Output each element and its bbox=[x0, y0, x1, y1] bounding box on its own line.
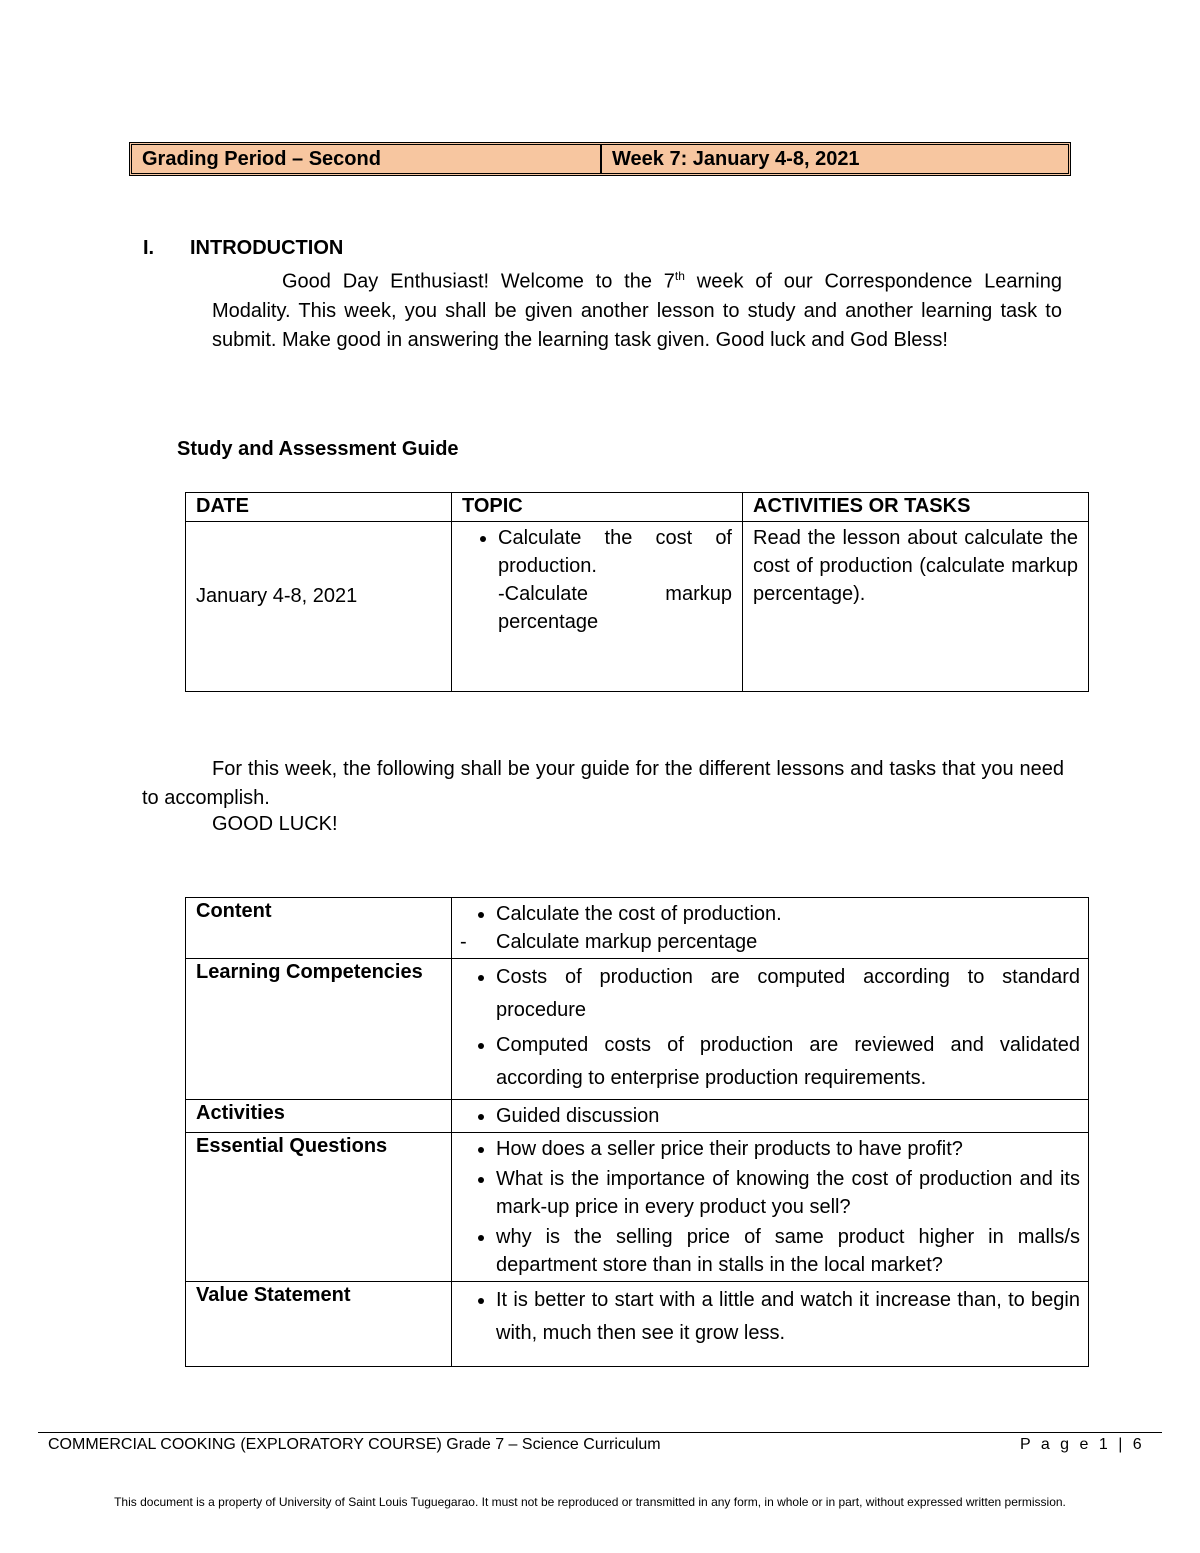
study-guide-title: Study and Assessment Guide bbox=[177, 438, 459, 460]
list-item: • Calculate the cost of production. bbox=[496, 900, 1080, 928]
list-item: • Calculate the cost of production. -Calculate markup percentage bbox=[498, 524, 732, 636]
footer-course: COMMERCIAL COOKING (EXPLORATORY COURSE) Grade 7 – Science Curriculum bbox=[48, 1436, 661, 1453]
value-label: Value Statement bbox=[186, 1282, 452, 1367]
col-date: DATE bbox=[186, 493, 452, 522]
intro-paragraph: Good Day Enthusiast! Welcome to the 7th week of our Correspondence Learning Modality. This week, you shall be given another lesson to study and another learning task to submit. Make good in answering the learning task given. Good luck and God Bless! bbox=[212, 269, 1062, 351]
date-cell: January 4-8, 2021 bbox=[186, 522, 452, 692]
activities-cell bbox=[452, 1100, 1089, 1133]
week-label: Week 7: January 4-8, 2021 bbox=[612, 147, 860, 170]
good-luck: GOOD LUCK! bbox=[212, 813, 338, 835]
table-row bbox=[186, 1282, 1089, 1367]
table-row bbox=[186, 959, 1089, 1100]
list-item: • why is the selling price of same product higher in malls/s department store than in stalls in the local market? bbox=[496, 1223, 1080, 1279]
list-item: • Guided discussion bbox=[496, 1102, 1080, 1130]
list-item: • It is better to start with a little and watch it increase than, to begin with, much then see it grow less. bbox=[496, 1284, 1080, 1350]
competencies-label: Learning Competencies bbox=[186, 959, 452, 1100]
guide-paragraph: For this week, the following shall be your guide for the different lessons and tasks that you need to accomplish. bbox=[142, 758, 1064, 809]
value-cell bbox=[452, 1282, 1089, 1367]
grading-period: Grading Period – Second bbox=[132, 145, 602, 173]
content-label: Content bbox=[186, 898, 452, 959]
lesson-table bbox=[185, 897, 1089, 1367]
activity-cell: Read the lesson about calculate the cost of production (calculate markup percentage). bbox=[743, 522, 1089, 692]
list-item: • What is the importance of knowing the cost of production and its mark-up price in every product you sell? bbox=[496, 1165, 1080, 1221]
table-header-row bbox=[186, 493, 1089, 522]
list-item: • How does a seller price their products to have profit? bbox=[496, 1135, 1080, 1163]
col-topic: TOPIC bbox=[452, 493, 743, 522]
content-cell bbox=[452, 898, 1089, 959]
list-item: • Computed costs of production are reviewed and validated according to enterprise production requirements. bbox=[496, 1029, 1080, 1095]
footer-page-number: P a g e 1 | 6 bbox=[1020, 1436, 1145, 1453]
header-box bbox=[129, 142, 1071, 176]
questions-label: Essential Questions bbox=[186, 1133, 452, 1282]
table-row bbox=[186, 898, 1089, 959]
table-row bbox=[186, 1100, 1089, 1133]
footer-disclaimer: This document is a property of University of Saint Louis Tuguegarao. It must not be reproduced or transmitted in any form, in whole or in part, without expressed written permission. bbox=[114, 1495, 1066, 1509]
section-title: INTRODUCTION bbox=[190, 237, 344, 259]
table-row bbox=[186, 1133, 1089, 1282]
col-activities: ACTIVITIES OR TASKS bbox=[743, 493, 1089, 522]
questions-cell bbox=[452, 1133, 1089, 1282]
topic-cell bbox=[452, 522, 743, 692]
competencies-cell bbox=[452, 959, 1089, 1100]
activities-label: Activities bbox=[186, 1100, 452, 1133]
study-guide-table bbox=[185, 492, 1089, 692]
list-item: • Costs of production are computed according to standard procedure bbox=[496, 961, 1080, 1027]
footer-divider bbox=[38, 1432, 1162, 1433]
section-number: I. bbox=[143, 237, 155, 259]
list-item: - Calculate markup percentage bbox=[496, 928, 1080, 956]
table-row bbox=[186, 522, 1089, 692]
